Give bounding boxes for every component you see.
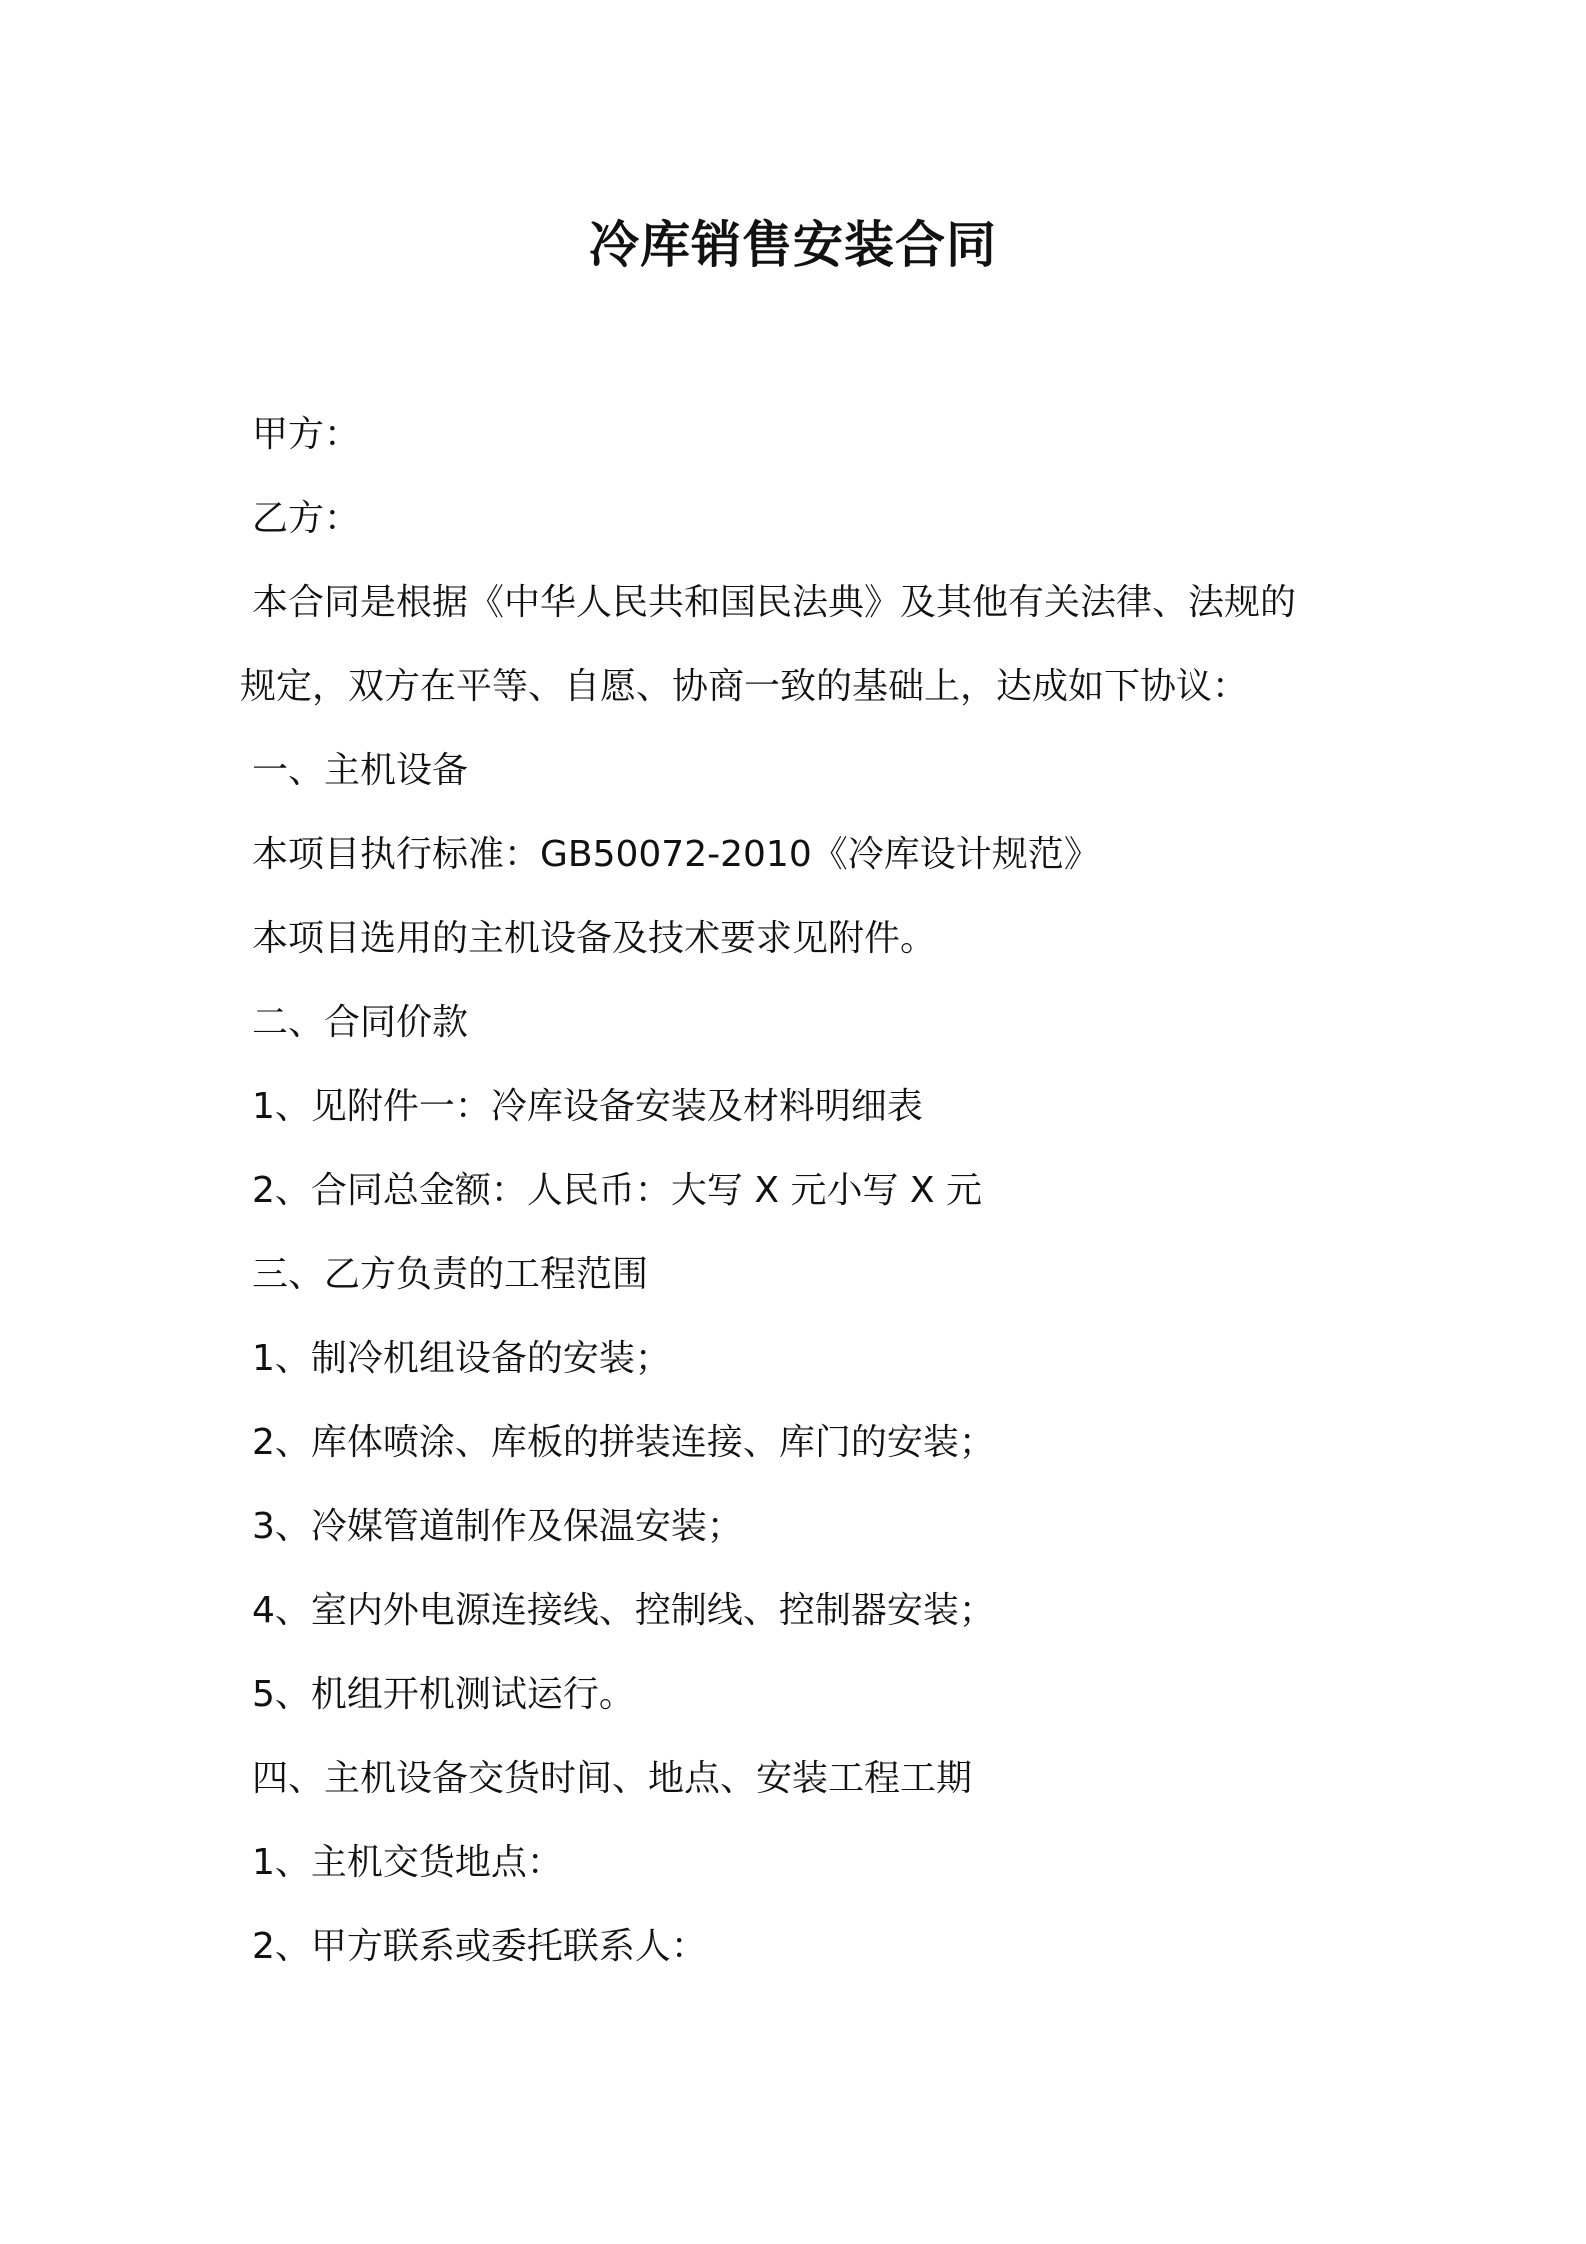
section-2-item-1: 1、见附件一：冷库设备安装及材料明细表	[252, 1086, 923, 1127]
preamble-line-2: 规定，双方在平等、自愿、协商一致的基础上，达成如下协议：	[240, 666, 1249, 707]
section-3-item-5: 5、机组开机测试运行。	[252, 1674, 635, 1715]
document-title: 冷库销售安装合同	[589, 216, 997, 274]
section-3-heading: 三、乙方负责的工程范围	[252, 1254, 649, 1295]
section-4-item-2: 2、甲方联系或委托联系人：	[252, 1926, 707, 1967]
section-1-standard: 本项目执行标准：GB50072-2010《冷库设计规范》	[252, 834, 1100, 875]
party-a-line: 甲方：	[252, 414, 361, 455]
section-3-item-3: 3、冷媒管道制作及保温安装；	[252, 1506, 743, 1547]
party-b-line: 乙方：	[252, 498, 361, 539]
section-2-heading: 二、合同价款	[252, 1002, 469, 1043]
section-4-heading: 四、主机设备交货时间、地点、安装工程工期	[252, 1758, 973, 1799]
section-1-heading: 一、主机设备	[252, 750, 469, 791]
section-3-item-1: 1、制冷机组设备的安装；	[252, 1338, 671, 1379]
section-3-item-2: 2、库体喷涂、库板的拼装连接、库门的安装；	[252, 1422, 995, 1463]
section-2-item-2: 2、合同总金额：人民币：大写 X 元小写 X 元	[252, 1170, 983, 1211]
section-4-item-1: 1、主机交货地点：	[252, 1842, 563, 1883]
section-3-item-4: 4、室内外电源连接线、控制线、控制器安装；	[252, 1590, 995, 1631]
preamble-line-1: 本合同是根据《中华人民共和国民法典》及其他有关法律、法规的	[252, 582, 1297, 623]
section-1-equipment: 本项目选用的主机设备及技术要求见附件。	[252, 918, 937, 959]
